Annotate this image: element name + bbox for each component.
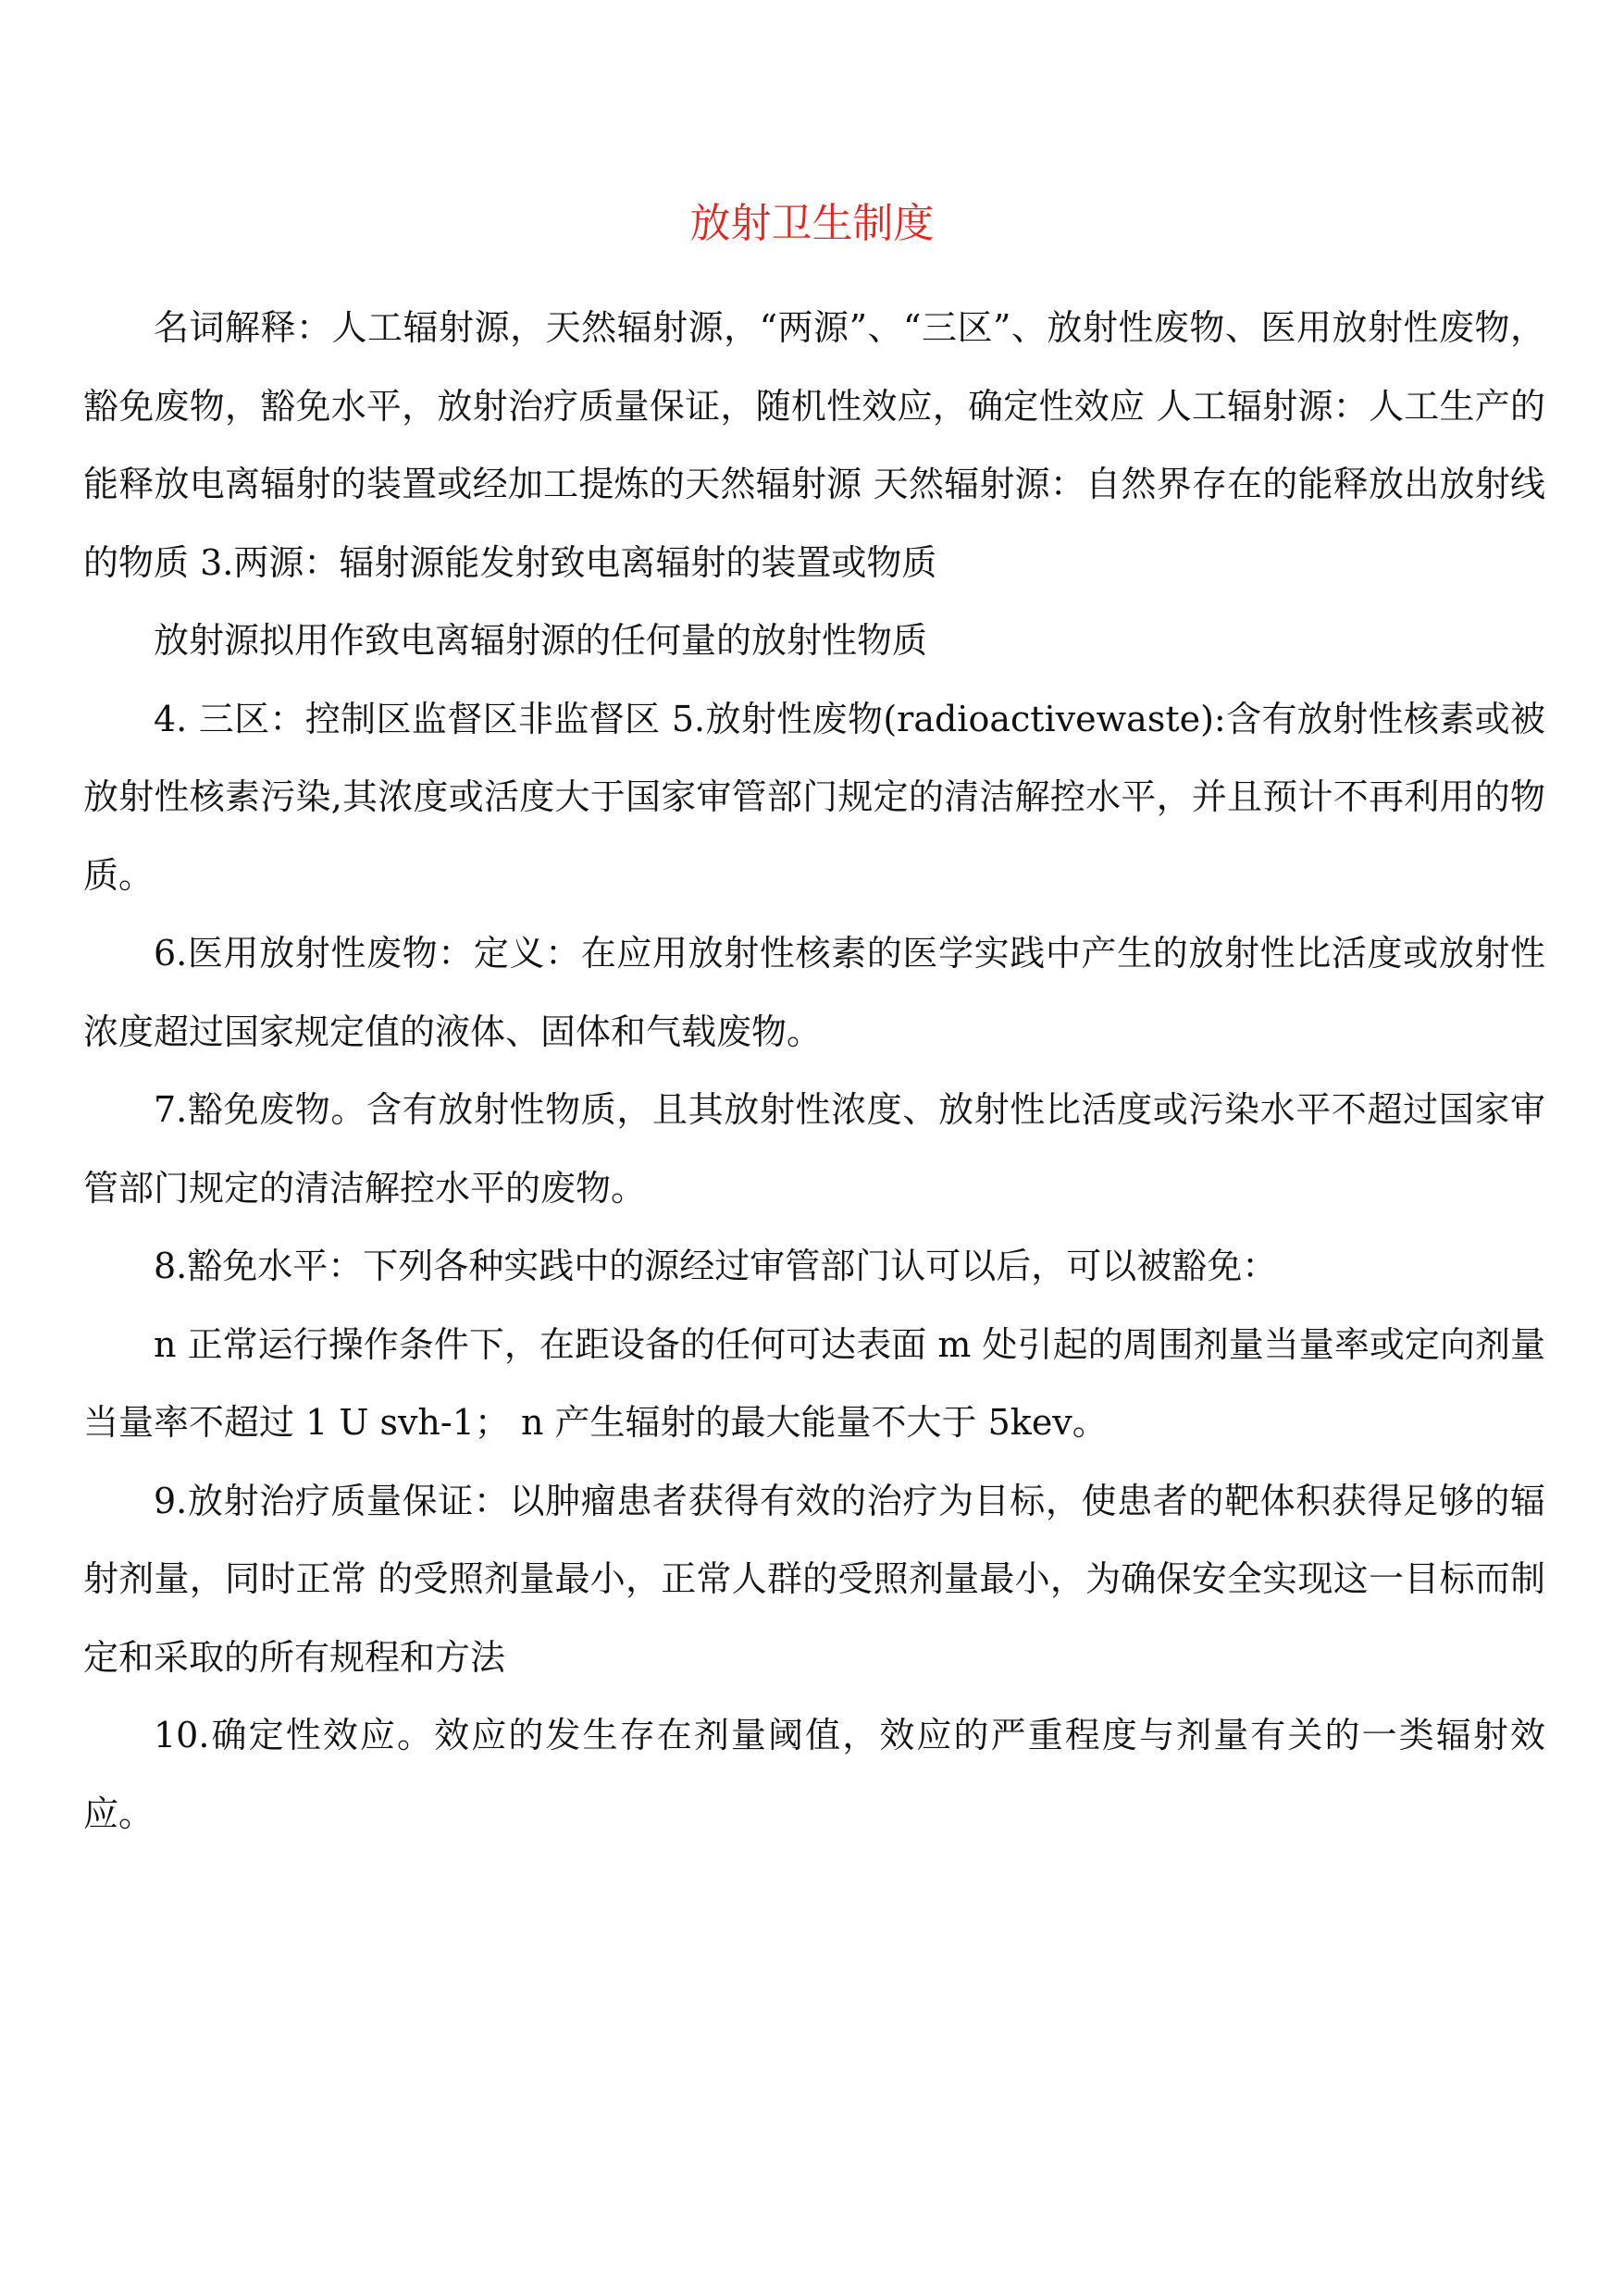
document-title: 放射卫生制度 xyxy=(689,200,935,247)
paragraph-exempt-waste: 7.豁免废物。含有放射性物质，且其放射性浓度、放射性比活度或污染水平不超过国家审管部门规定的清洁解控水平的废物。 xyxy=(83,1089,1545,1209)
paragraph-medical-waste: 6.医用放射性废物：定义：在应用放射性核素的医学实践中产生的放射性比活度或放射性浓度超过国家规定值的液体、固体和气载废物。 xyxy=(83,933,1545,1052)
paragraph-deterministic-effect: 10.确定性效应。效应的发生存在剂量阈值，效应的严重程度与剂量有关的一类辐射效应。 xyxy=(83,1715,1545,1834)
paragraph-definitions: 名词解释：人工辐射源，天然辐射源，“两源”、“三区”、放射性废物、医用放射性废物，豁免废物，豁免水平，放射治疗质量保证，随机性效应，确定性效应 人工辐射源：人工生产的能释放电离辐射的装置或经加工提炼的天然辐射源 天然辐射源：自然界存在的能释放出放射线的物质 3.两源：辐射源能发射致电离辐射的装置或物质 xyxy=(83,307,1545,583)
paragraph-three-zones-waste: 4. 三区：控制区监督区非监督区 5.放射性废物(radioactivewaste):含有放射性核素或被放射性核素污染,其浓度或活度大于国家审管部门规定的清洁解控水平，并且预计不再利用的物质。 xyxy=(83,698,1545,896)
paragraph-exemption-level: 8.豁免水平：下列各种实践中的源经过审管部门认可以后，可以被豁免： xyxy=(154,1246,1278,1286)
paragraph-radioactive-source: 放射源拟用作致电离辐射源的任何量的放射性物质 xyxy=(154,620,928,661)
paragraph-radiotherapy-qa: 9.放射治疗质量保证：以肿瘤患者获得有效的治疗为目标，使患者的靶体积获得足够的辐射剂量，同时正常 的受照剂量最小，正常人群的受照剂量最小，为确保安全实现这一目标而制定和采取的所有规程和方法 xyxy=(83,1480,1545,1678)
document-body xyxy=(83,289,1545,1853)
paragraph-exemption-conditions: n 正常运行操作条件下，在距设备的任何可达表面 m 处引起的周围剂量当量率或定向剂量当量率不超过 1 U svh-1； n 产生辐射的最大能量不大于 5kev。 xyxy=(83,1323,1545,1443)
